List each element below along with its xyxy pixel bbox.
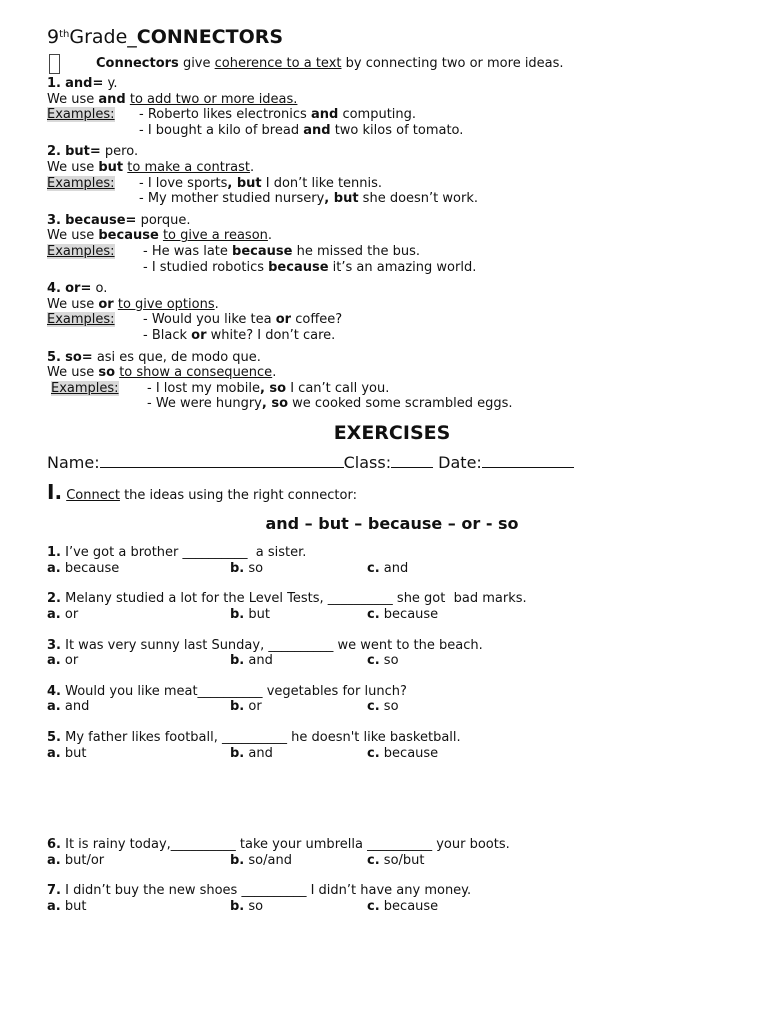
option-a[interactable]: a. but/or — [47, 852, 105, 868]
option-b[interactable]: b. so — [230, 560, 264, 576]
examples-label: Examples: — [47, 175, 115, 191]
option-a[interactable]: a. or — [47, 607, 79, 623]
questions-list — [47, 545, 737, 914]
connector-block — [47, 350, 737, 412]
question-text: 1. I’ve got a brother __________ a sister. — [47, 545, 307, 561]
option-a[interactable]: a. but — [47, 745, 87, 761]
question-text: 2. Melany studied a lot for the Level Tests, __________ she got bad marks. — [47, 591, 527, 607]
answer-options — [47, 607, 737, 623]
option-a[interactable]: a. because — [47, 560, 120, 576]
option-b[interactable]: b. so/and — [230, 852, 292, 868]
class-blank[interactable] — [391, 466, 433, 468]
name-blank[interactable] — [100, 466, 344, 468]
connector-usage: We use so to show a consequence. — [47, 365, 277, 381]
question-text: 3. It was very sunny last Sunday, __________ we went to the beach. — [47, 637, 483, 653]
question-item — [47, 883, 737, 914]
date-blank[interactable] — [482, 466, 574, 468]
connector-usage: We use because to give a reason. — [47, 228, 273, 244]
option-c[interactable]: c. because — [367, 607, 439, 623]
example-line: - We were hungry, so we cooked some scrambled eggs. — [147, 396, 513, 412]
example-line: Examples: - Would you like tea or coffee? — [47, 312, 343, 328]
connector-block — [47, 281, 737, 343]
answer-options — [47, 746, 737, 762]
connector-heading: 3. because= porque. — [47, 212, 191, 228]
word-bank: and – but – because – or - so — [265, 513, 519, 533]
question-text: 5. My father likes football, __________ he doesn't like basketball. — [47, 730, 461, 745]
spacer — [47, 776, 737, 837]
examples-label: Examples: — [47, 312, 115, 328]
option-c[interactable]: c. because — [367, 898, 439, 914]
option-c[interactable]: c. because — [367, 745, 439, 761]
example-line: Examples: - I love sports, but I don’t like tennis. — [47, 175, 383, 191]
connector-heading: 2. but= pero. — [47, 144, 139, 160]
connectors-list — [47, 76, 737, 412]
placeholder-box-icon — [49, 54, 60, 74]
example-line: - I bought a kilo of bread and two kilos of tomato. — [139, 122, 464, 138]
option-b[interactable]: b. and — [230, 653, 273, 669]
example-line: - Black or white? I don’t care. — [143, 327, 336, 343]
question-text: 6. It is rainy today,__________ take your umbrella __________ your boots. — [47, 837, 510, 853]
connector-heading: 4. or= o. — [47, 281, 108, 297]
option-c[interactable]: c. and — [367, 560, 409, 576]
example-line: - I studied robotics because it’s an amazing world. — [143, 259, 477, 275]
answer-options — [47, 653, 737, 669]
option-c[interactable]: c. so — [367, 653, 399, 669]
question-text: 4. Would you like meat__________ vegetables for lunch? — [47, 683, 407, 699]
option-b[interactable]: b. so — [230, 898, 264, 914]
intro-line: Connectors give coherence to a text by connecting two or more ideas. — [47, 54, 737, 74]
name-class-date-line: Name: Class: Date: — [47, 455, 737, 471]
connector-block — [47, 144, 737, 206]
question-item — [47, 684, 737, 715]
example-line: Examples: - I lost my mobile, so I can’t call you. — [51, 380, 390, 396]
connector-heading: 1. and= y. — [47, 76, 118, 91]
examples-label: Examples: — [47, 107, 115, 123]
examples-label: Examples: — [51, 380, 119, 396]
page-title: 9thGrade_CONNECTORS — [47, 26, 284, 48]
option-a[interactable]: a. or — [47, 653, 79, 669]
connector-usage: We use and to add two or more ideas. — [47, 91, 298, 107]
question-item — [47, 638, 737, 669]
example-line: Examples: - Roberto likes electronics and computing. — [47, 107, 417, 123]
option-b[interactable]: b. but — [230, 607, 270, 623]
option-c[interactable]: c. so/but — [367, 852, 425, 868]
connector-usage: We use or to give options. — [47, 296, 219, 312]
question-item — [47, 591, 737, 622]
connector-usage: We use but to make a contrast. — [47, 159, 255, 175]
question-item — [47, 545, 737, 576]
option-a[interactable]: a. and — [47, 699, 90, 715]
example-line: Examples: - He was late because he missed the bus. — [47, 243, 421, 259]
connector-block — [47, 213, 737, 275]
connector-block — [47, 76, 737, 138]
option-a[interactable]: a. but — [47, 898, 87, 914]
examples-label: Examples: — [47, 243, 115, 259]
option-b[interactable]: b. or — [230, 699, 262, 715]
answer-options — [47, 853, 737, 869]
example-line: - My mother studied nursery, but she doesn’t work. — [139, 191, 478, 207]
answer-options — [47, 699, 737, 715]
answer-options — [47, 899, 737, 915]
exercises-title: EXERCISES — [333, 421, 451, 444]
question-item — [47, 837, 737, 868]
connector-heading: 5. so= asi es que, de modo que. — [47, 349, 261, 365]
answer-options — [47, 561, 737, 577]
option-c[interactable]: c. so — [367, 699, 399, 715]
option-b[interactable]: b. and — [230, 745, 273, 761]
section-heading: I. Connect the ideas using the right connector: — [47, 480, 357, 505]
question-text: 7. I didn’t buy the new shoes __________ I didn’t have any money. — [47, 883, 472, 899]
question-item — [47, 730, 737, 761]
worksheet — [47, 24, 737, 930]
